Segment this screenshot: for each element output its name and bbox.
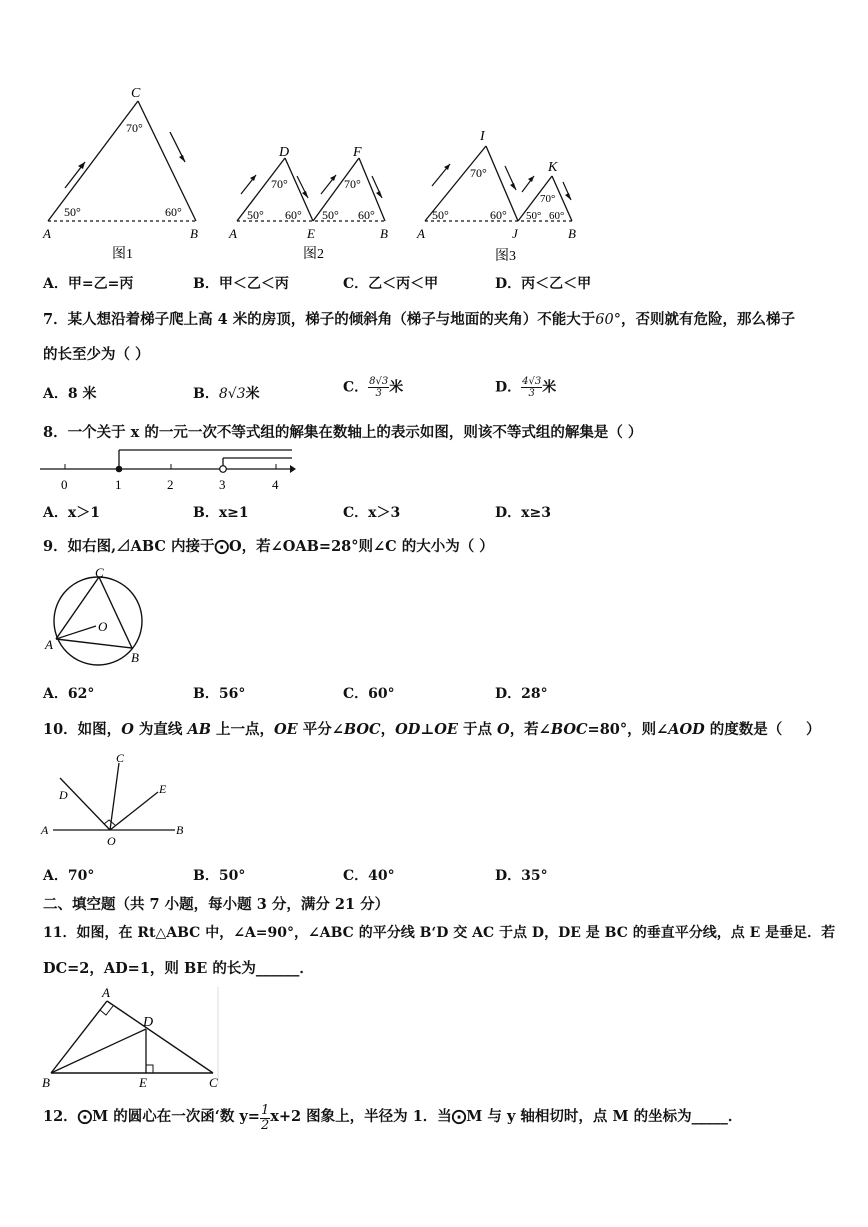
angle-label: 70° [126, 121, 143, 135]
option-d[interactable]: D．x≥3 [495, 505, 551, 521]
option-c[interactable]: C．60° [343, 686, 395, 702]
svg-text:E: E [139, 1075, 147, 1090]
option-b[interactable]: B．8√3米 [193, 386, 260, 402]
point-label: B [380, 226, 388, 241]
svg-text:B: B [42, 1075, 50, 1090]
option-a[interactable]: A．70° [43, 868, 95, 884]
option-b[interactable]: B．甲＜乙＜丙 [193, 276, 289, 292]
option-b[interactable]: B．x≥1 [193, 505, 249, 521]
option-d[interactable]: D． $\frac{4√3}{3}$ 米 [495, 376, 557, 399]
svg-text:C: C [209, 1075, 218, 1090]
svg-text:C: C [95, 565, 104, 580]
svg-text:70°: 70° [271, 177, 288, 191]
point-label: B [190, 226, 198, 241]
figure-q6-2 [225, 140, 405, 270]
svg-text:50°: 50° [247, 208, 264, 222]
figure-q6-1 [30, 80, 220, 270]
option-a[interactable]: A．62° [43, 686, 95, 702]
option-a[interactable]: A．8 米 [43, 386, 97, 402]
svg-text:50°: 50° [432, 208, 449, 222]
svg-text:4: 4 [272, 477, 279, 492]
svg-text:O: O [98, 619, 108, 634]
angle-label: 60° [165, 205, 182, 219]
angle-label: 50° [64, 205, 81, 219]
option-d[interactable]: D．35° [495, 868, 548, 884]
point-label: I [480, 129, 485, 144]
option-b[interactable]: B．56° [193, 686, 246, 702]
option-c[interactable]: C．40° [343, 868, 395, 884]
svg-text:50°: 50° [322, 208, 339, 222]
svg-text:O: O [107, 834, 116, 848]
figure-caption: 图3 [495, 249, 516, 264]
svg-text:B: B [131, 650, 139, 665]
svg-text:B: B [176, 823, 184, 837]
point-label: D [279, 145, 290, 160]
figure-caption: 图2 [303, 247, 324, 262]
svg-text:70°: 70° [344, 177, 361, 191]
option-c[interactable]: C． $\frac{8√3}{3}$ 米 [343, 376, 404, 399]
svg-text:70°: 70° [470, 166, 487, 180]
question-9-text: 9．如右图,⊿ABC 内接于⨀O，若∠OAB=28°则∠C 的大小为（ ） [43, 538, 494, 555]
option-d[interactable]: D．丙＜乙＜甲 [495, 276, 592, 292]
question-12-text: 12．⨀M 的圆心在一次函‘数 y= $\frac{1}{2}$ x+2 图象上，半径为 1．当⨀M 与 y 轴相切时，点 M 的坐标为_____． [43, 1103, 743, 1133]
question-7-text-2: 的长至少为（ ） [43, 346, 150, 363]
question-10-paren: ） [806, 721, 821, 738]
circle-figure [40, 564, 155, 674]
point-label: E [307, 226, 315, 241]
svg-text:60°: 60° [358, 208, 375, 222]
svg-text:C: C [116, 751, 125, 765]
option-c[interactable]: C．x＞3 [343, 505, 401, 521]
option-a[interactable]: A．甲=乙=丙 [43, 276, 134, 292]
svg-text:A: A [102, 985, 110, 1000]
svg-text:2: 2 [167, 477, 174, 492]
question-10-text: 10．如图，O 为直线 AB 上一点，OE 平分∠BOC，OD⊥OE 于点 O，若∠BOC=80°，则∠AOD 的度数是（ [43, 721, 783, 738]
triangle-figure [38, 985, 228, 1093]
point-label: K [548, 160, 558, 175]
point-label: J [512, 226, 518, 241]
question-7-text: 7．某人想沿着梯子爬上高 4 米的房顶，梯子的倾斜角（梯子与地面的夹角）不能大于60°，否则就有危险，那么梯子 [43, 311, 795, 328]
svg-text:50°: 50° [526, 210, 542, 222]
svg-text:D: D [143, 1015, 154, 1030]
figure-q6-3 [410, 120, 590, 270]
svg-text:0: 0 [61, 477, 68, 492]
svg-text:D: D [59, 788, 68, 802]
svg-text:A: A [45, 637, 53, 652]
option-b[interactable]: B．50° [193, 868, 246, 884]
point-label: C [131, 86, 141, 101]
svg-text:60°: 60° [285, 208, 302, 222]
svg-text:70°: 70° [540, 193, 556, 205]
angle-figure [38, 748, 198, 848]
point-label: B [568, 226, 576, 241]
section-heading: 二、填空题（共 7 小题，每小题 3 分，满分 21 分） [43, 896, 390, 913]
question-11-text: 11．如图，在 Rt△ABC 中，∠A=90°，∠ABC 的平分线 B‘D 交 AC 于点 D，DE 是 BC 的垂直平分线，点 E 是垂足．若 [43, 925, 836, 941]
svg-text:60°: 60° [549, 210, 565, 222]
point-label: A [229, 226, 237, 241]
figure-caption: 图1 [112, 247, 133, 262]
option-d[interactable]: D．28° [495, 686, 548, 702]
point-label: F [353, 145, 362, 160]
option-c[interactable]: C．乙＜丙＜甲 [343, 276, 439, 292]
question-11-text-2: DC=2，AD=1，则 BE 的长为______． [43, 960, 314, 977]
svg-text:3: 3 [219, 477, 226, 492]
point-label: A [417, 226, 425, 241]
svg-text:A: A [41, 823, 49, 837]
point-label: A [43, 226, 51, 241]
option-a[interactable]: A．x＞1 [43, 505, 100, 521]
svg-text:E: E [159, 782, 167, 796]
number-line-figure [38, 444, 298, 494]
svg-text:60°: 60° [490, 208, 507, 222]
svg-text:1: 1 [115, 477, 122, 492]
question-8-text: 8．一个关于 x 的一元一次不等式组的解集在数轴上的表示如图，则该不等式组的解集是（ ） [43, 424, 643, 441]
